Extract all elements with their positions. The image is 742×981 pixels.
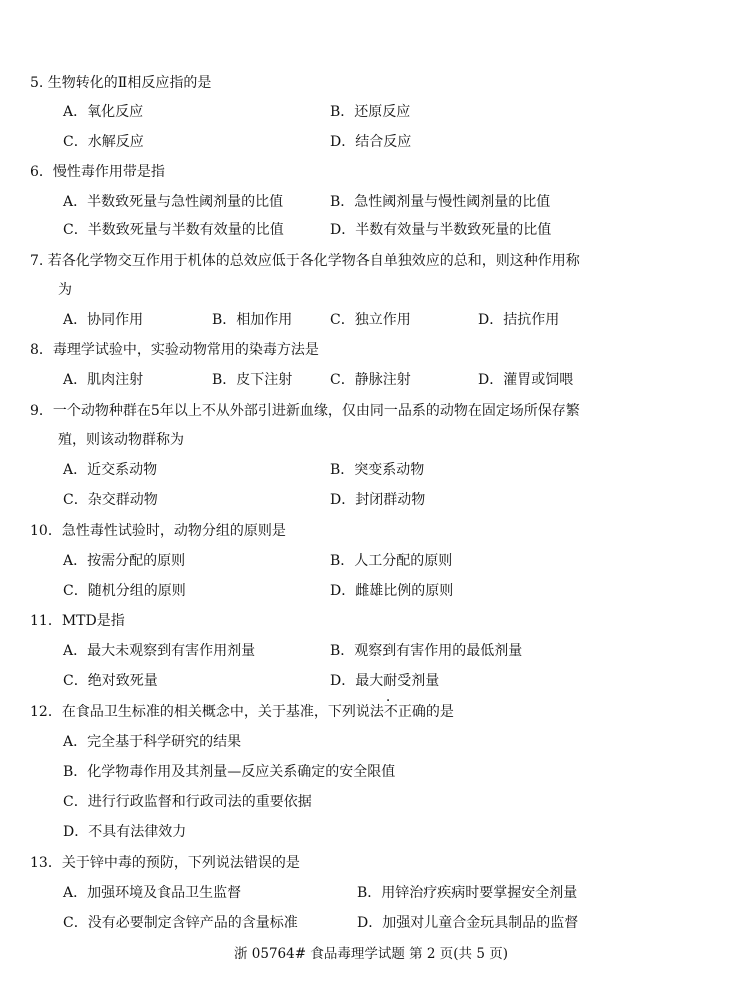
options-row [0,550,742,570]
option-d: D．拮抗作用 [478,312,560,328]
page-footer: 浙 05764# 食品毒理学试题 第 2 页(共 5 页) [233,946,508,962]
options-row [0,821,742,841]
option-b: B．相加作用 [212,312,293,328]
options-row [0,670,742,690]
options-row [0,459,742,479]
question-10: 10．急性毒性试验时，动物分组的原则是 [30,523,286,539]
option-b: B．观察到有害作用的最低剂量 [330,643,523,659]
option-b: B．皮下注射 [212,372,293,388]
option-d: D．灌胃或饲喂 [478,372,574,388]
option-c: C．水解反应 [63,134,144,150]
option-a: A．氧化反应 [63,104,144,120]
options-row [0,882,742,902]
option-a: A．完全基于科学研究的结果 [63,734,242,750]
options-row [0,640,742,660]
question-9-continued: 殖，则该动物群称为 [58,432,184,448]
option-b: B．化学物毒作用及其剂量—反应关系确定的安全限值 [63,764,396,780]
options-row [0,101,742,121]
option-b: B．突变系动物 [330,462,425,478]
option-b: B．还原反应 [330,104,411,120]
option-c: C．静脉注射 [330,372,411,388]
option-b: B．急性阈剂量与慢性阈剂量的比值 [330,194,551,210]
options-row [0,369,742,389]
option-a: A．协同作用 [63,312,144,328]
question-7-continued: 为 [58,282,72,298]
option-c: C．杂交群动物 [63,492,158,508]
options-row [0,191,742,211]
option-a: A．最大未观察到有害作用剂量 [63,643,256,659]
options-row [0,309,742,329]
options-row [0,761,742,781]
option-d: D．最大耐受剂量 [330,673,440,689]
options-row [0,131,742,151]
option-d: D．结合反应 [330,134,412,150]
options-row [0,219,742,239]
options-row [0,912,742,932]
option-a: A．半数致死量与急性阈剂量的比值 [63,194,284,210]
option-d: D．雌雄比例的原则 [330,583,454,599]
option-c: C．进行行政监督和行政司法的重要依据 [63,794,312,810]
options-row [0,791,742,811]
question-8: 8．毒理学试验中，实验动物常用的染毒方法是 [30,342,319,358]
option-a: A．按需分配的原则 [63,553,186,569]
question-12-text: 12．在食品卫生标准的相关概念中，关于基准，下列说法 [30,704,384,720]
option-d: D．加强对儿童合金玩具制品的监督 [357,915,579,931]
question-7: 7. 若各化学物交互作用于机体的总效应低于各化学物各自单独效应的总和，则这种作用称 [30,253,580,269]
option-c: C．半数致死量与半数有效量的比值 [63,222,284,238]
question-12 [30,701,454,721]
option-c: C．绝对致死量 [63,673,158,689]
option-d: D．封闭群动物 [330,492,426,508]
option-c: C．随机分组的原则 [63,583,186,599]
options-row [0,731,742,751]
question-13: 13．关于锌中毒的预防，下列说法错误的是 [30,855,300,871]
question-11: 11．MTD是指 [30,613,125,629]
option-b: B．用锌治疗疾病时要掌握安全剂量 [357,885,578,901]
question-9: 9．一个动物种群在5年以上不从外部引进新血缘，仅由同一品系的动物在固定场所保存繁 [30,403,580,419]
option-a: A．近交系动物 [63,462,158,478]
option-d: D．半数有效量与半数致死量的比值 [330,222,552,238]
option-a: A．肌肉注射 [63,372,144,388]
question-12-text-end: 正确的是 [397,704,454,720]
question-6: 6．慢性毒作用带是指 [30,164,165,180]
option-d: D．不具有法律效力 [63,824,187,840]
emphasis-not: 不 [383,704,398,720]
option-c: C．独立作用 [330,312,411,328]
question-5: 5. 生物转化的Ⅱ相反应指的是 [30,75,212,91]
option-b: B．人工分配的原则 [330,553,453,569]
option-a: A．加强环境及食品卫生监督 [63,885,242,901]
option-c: C．没有必要制定含锌产品的含量标准 [63,915,298,931]
options-row [0,489,742,509]
options-row [0,580,742,600]
